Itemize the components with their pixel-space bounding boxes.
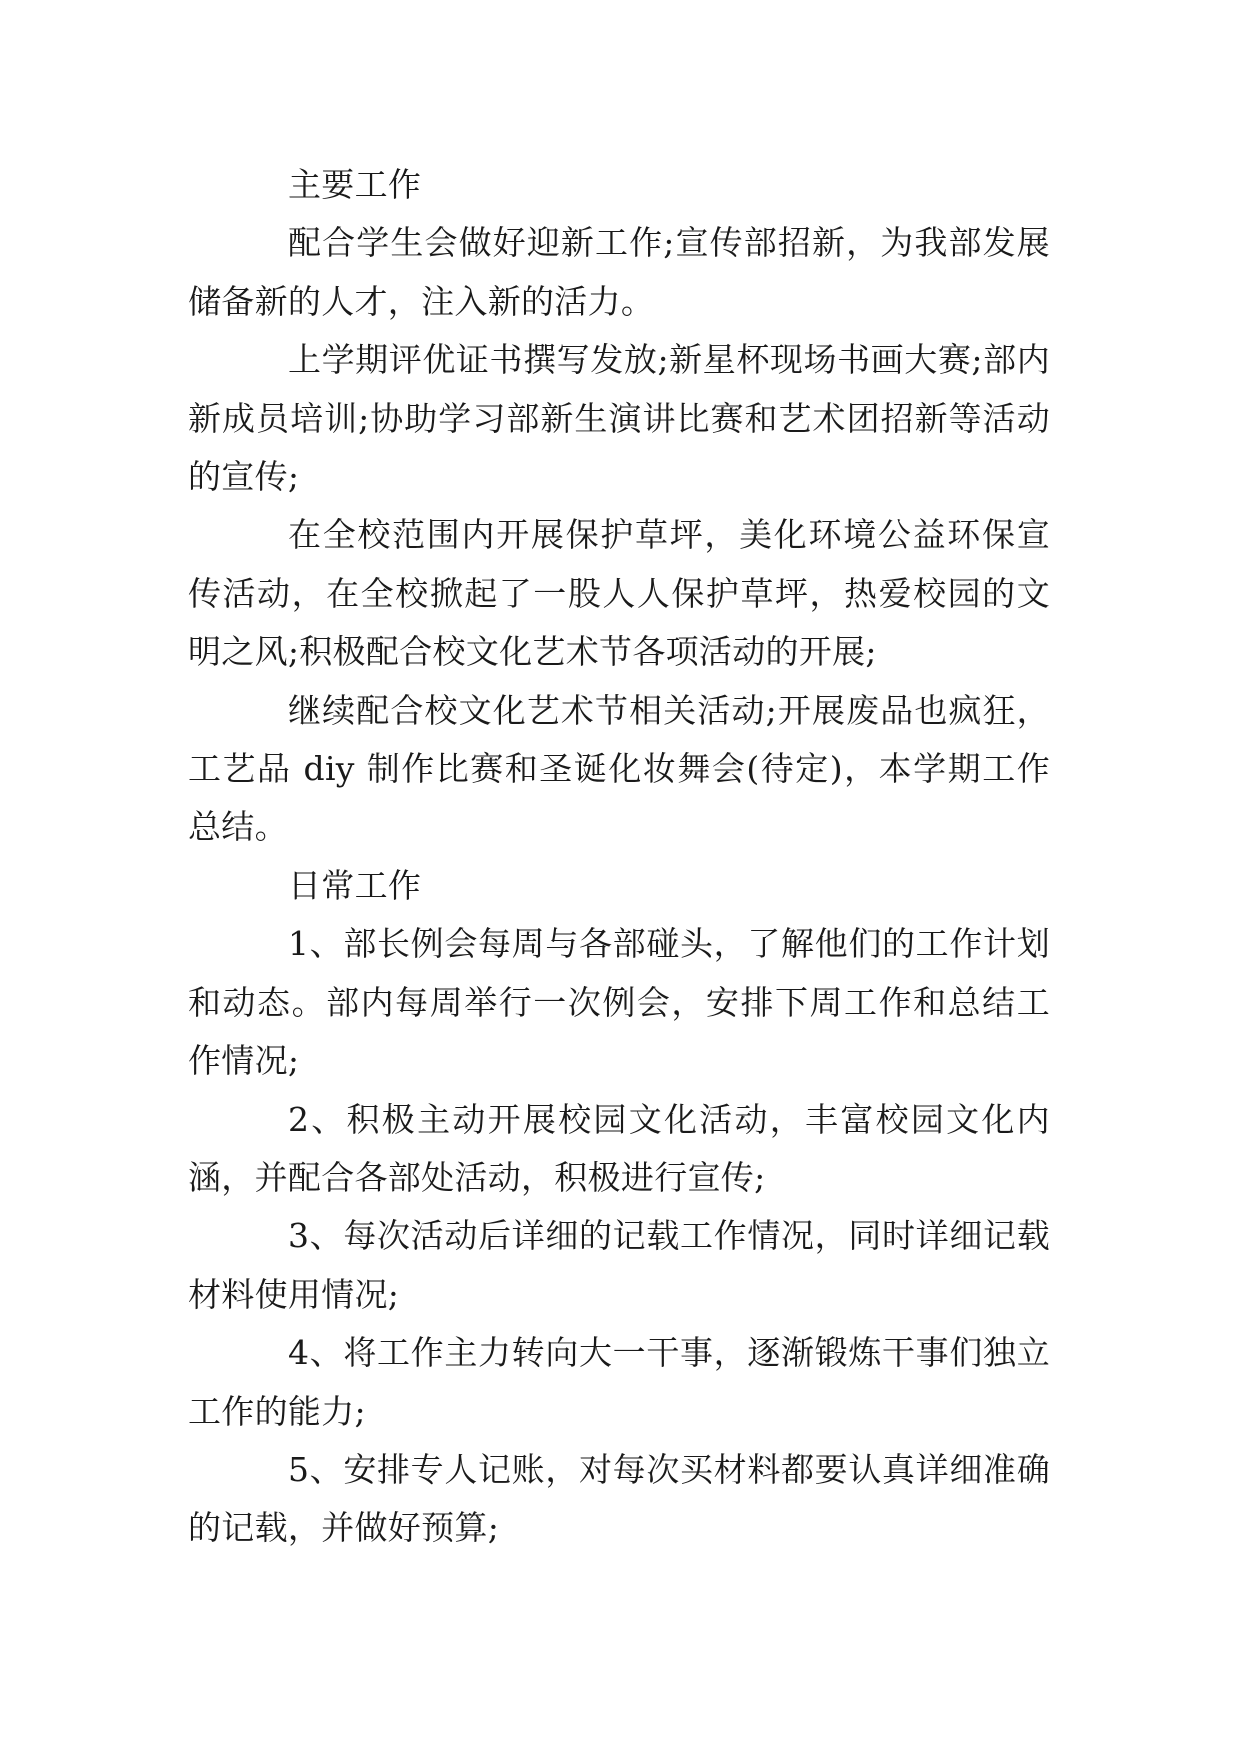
paragraph: 在全校范围内开展保护草坪，美化环境公益环保宣传活动，在全校掀起了一股人人保护草坪，热爱校园的文明之风;积极配合校文化艺术节各项活动的开展;	[188, 515, 1050, 672]
paragraph: 上学期评优证书撰写发放;新星杯现场书画大赛;部内新成员培训;协助学习部新生演讲比赛和艺术团招新等活动的宣传;	[188, 340, 1050, 497]
list-item: 1、部长例会每周与各部碰头，了解他们的工作计划和动态。部内每周举行一次例会，安排下周工作和总结工作情况;	[188, 924, 1050, 1081]
list-item: 3、每次活动后详细的记载工作情况，同时详细记载材料使用情况;	[188, 1216, 1050, 1314]
section-heading-daily-work: 日常工作	[288, 865, 422, 905]
paragraph: 配合学生会做好迎新工作;宣传部招新，为我部发展储备新的人才，注入新的活力。	[188, 223, 1050, 321]
section-heading-main-work: 主要工作	[288, 165, 422, 204]
paragraph: 继续配合校文化艺术节相关活动;开展废品也疯狂，工艺品 diy 制作比赛和圣诞化妆舞会(待定)，本学期工作总结。	[188, 690, 1050, 847]
list-item: 4、将工作主力转向大一干事，逐渐锻炼干事们独立工作的能力;	[188, 1333, 1050, 1431]
list-item: 2、积极主动开展校园文化活动，丰富校园文化内涵，并配合各部处活动，积极进行宣传;	[188, 1099, 1050, 1197]
list-item: 5、安排专人记账，对每次买材料都要认真详细准确的记载，并做好预算;	[188, 1449, 1050, 1548]
document-body	[188, 156, 1050, 1558]
